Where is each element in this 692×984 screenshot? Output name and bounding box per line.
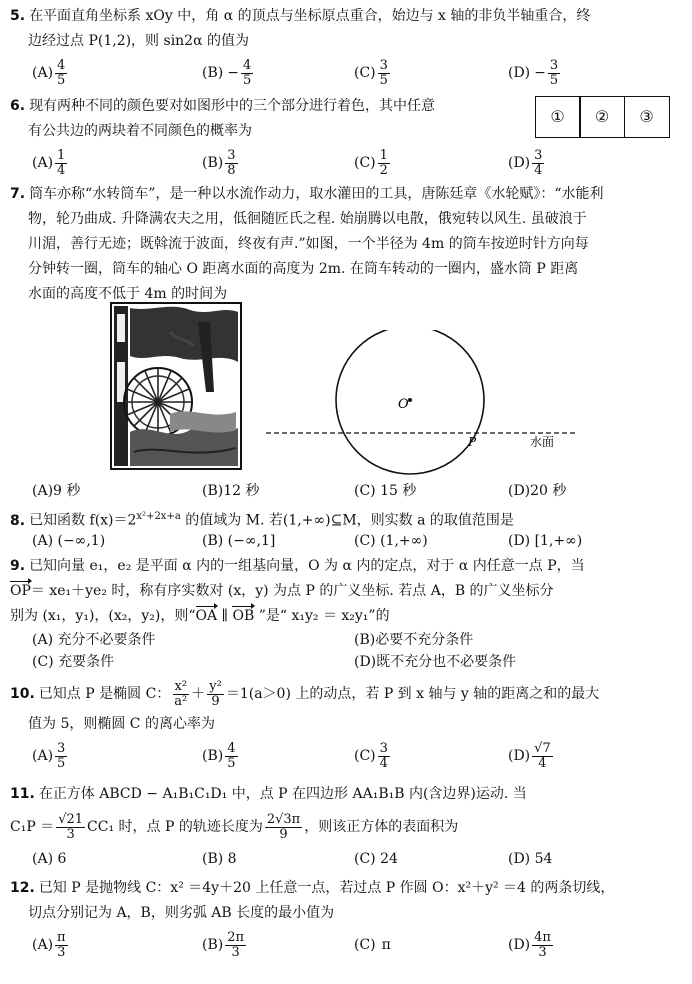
question-9: 9. 已知向量 e₁，e₂ 是平面 α 内的一组基向量，O 为 α 内的定点，对于 α 内任意一点 P，当 OP＝ xe₁＋ye₂ 时，称有序实数对 (x，y) 为点 P 的广义坐标. 若点 A，B 的广义坐标分 别为 (x₁，y₁)，(x₂，y₂)，则“OA ∥ OB ”是“ x₁y₂ ＝ x₂y₁”的 (A) 充分不必要条件 (B)必要不充分条件 (C) 充要条件 (D)既不充分也不必要条件 bbox=[10, 554, 686, 673]
question-stem: 已知点 P 是椭圆 C： bbox=[38, 686, 171, 702]
question-6 bbox=[10, 94, 686, 182]
option-c[interactable]: (C) $\frac{3}{5}$ bbox=[354, 57, 388, 88]
waterwheel-illustration bbox=[110, 302, 242, 470]
option-d[interactable]: (D) [1,+∞) bbox=[508, 533, 583, 549]
option-d[interactable]: (D) $\frac{3}{4}$ bbox=[508, 147, 543, 178]
question-stem: 分钟转一圈，筒车的轴心 O 距离水面的高度为 2m. 在筒车转动的一圈内，盛水筒 P 距离 bbox=[28, 261, 579, 277]
option-b[interactable]: (B) − $\frac{4}{5}$ bbox=[202, 57, 252, 88]
question-number: 6. bbox=[10, 98, 26, 114]
region-1: ① bbox=[535, 96, 581, 138]
option-d[interactable]: (D) $\frac{√7}{4}$ bbox=[508, 740, 551, 771]
question-stem: 切点分别记为 A，B，则劣弧 AB 长度的最小值为 bbox=[28, 905, 335, 921]
region-2: ② bbox=[579, 96, 625, 138]
fraction-y2-9: $\frac{\text{y²}}{9}$ bbox=[209, 678, 222, 709]
question-stem: 在正方体 ABCD − A₁B₁C₁D₁ 中，点 P 在四边形 AA₁B₁B 内(含边界)运动. 当 bbox=[38, 786, 527, 802]
question-number: 10. bbox=[10, 686, 35, 702]
question-7-options bbox=[10, 478, 686, 504]
options bbox=[10, 54, 686, 92]
option-c[interactable]: (C) 24 bbox=[354, 851, 398, 867]
options bbox=[10, 926, 686, 964]
waterwheel-diagram bbox=[262, 330, 582, 480]
question-stem: 的值域为 M. 若(1,+∞)⊆M，则实数 a 的取值范围是 bbox=[180, 512, 514, 529]
option-a[interactable]: (A)9 秒 bbox=[32, 483, 81, 499]
option-a[interactable]: (A) $\frac{\pi}{3}$ bbox=[32, 929, 66, 960]
option-c[interactable]: (C) π bbox=[354, 937, 391, 953]
option-a[interactable]: (A) (−∞,1) bbox=[32, 533, 106, 549]
question-10: 10. 已知点 P 是椭圆 C： $\frac{\text{x²}}{\text{a²}}$ ＋ $\frac{\text{y²}}{9}$ ＝1(a＞0) 上的动点，若 P 到 x 轴与 y 轴的距离之和的最大 值为 5，则椭圆 C 的离心率为 (A) $\frac{3}{5}$ (B) $\frac{4}{5}$ (C) $\frac{3}{4}$ (D) $\frac{√7}{4}$ bbox=[10, 676, 686, 775]
exponent: x²+2x+a bbox=[136, 511, 181, 522]
option-c[interactable]: (C) 15 秒 bbox=[354, 483, 417, 499]
option-b[interactable]: (B)12 秒 bbox=[202, 483, 260, 499]
fraction-2sqrt3pi-9: $\frac{2√3\pi}{9}$ bbox=[266, 811, 301, 842]
option-a[interactable]: (A) $\frac{1}{4}$ bbox=[32, 147, 66, 178]
question-7 bbox=[10, 182, 686, 307]
question-stem: 别为 (x₁，y₁)，(x₂，y₂)，则“ bbox=[10, 608, 196, 624]
option-d[interactable]: (D) $\frac{4\pi}{3}$ bbox=[508, 929, 551, 960]
option-d[interactable]: (D)既不充分也不必要条件 bbox=[354, 654, 517, 670]
question-stem: 水面的高度不低于 4m 的时间为 bbox=[28, 286, 228, 302]
question-stem: 现有两种不同的颜色要对如图形中的三个部分进行着色，其中任意 bbox=[29, 98, 436, 114]
options bbox=[10, 144, 686, 182]
question-stem: 在平面直角坐标系 xOy 中，角 α 的顶点与坐标原点重合，始边与 x 轴的非负半轴重合，终 bbox=[29, 8, 591, 24]
vector-op: OP bbox=[10, 579, 31, 604]
question-stem: ”是“ x₁y₂ ＝ x₂y₁”的 bbox=[254, 608, 390, 624]
option-b[interactable]: (B) $\frac{4}{5}$ bbox=[202, 740, 236, 771]
question-stem: 已知函数 f(x)＝2 bbox=[29, 512, 137, 529]
question-8 bbox=[10, 504, 686, 553]
question-number: 11. bbox=[10, 786, 35, 802]
option-d[interactable]: (D) 54 bbox=[508, 851, 553, 867]
region-3: ③ bbox=[624, 96, 670, 138]
option-a[interactable]: (A) $\frac{3}{5}$ bbox=[32, 740, 66, 771]
question-stem: C₁P ＝ bbox=[10, 819, 55, 835]
option-c[interactable]: (C) $\frac{1}{2}$ bbox=[354, 147, 388, 178]
option-b[interactable]: (B) $\frac{3}{8}$ bbox=[202, 147, 236, 178]
question-number: 9. bbox=[10, 558, 26, 574]
options bbox=[10, 737, 686, 775]
question-stem: 有公共边的两块着不同颜色的概率为 bbox=[28, 123, 252, 139]
question-number: 5. bbox=[10, 8, 26, 24]
question-stem: 边经过点 P(1,2)，则 sin2α 的值为 bbox=[28, 33, 249, 49]
question-stem: ＝ xe₁＋ye₂ 时，称有序实数对 (x，y) 为点 P 的广义坐标. 若点 A，B 的广义坐标分 bbox=[30, 583, 554, 599]
question-stem: 已知 P 是抛物线 C：x² ＝4y＋20 上任意一点，若过点 P 作圆 O：x²＋y² ＝4 的两条切线， bbox=[38, 880, 615, 896]
question-stem: 值为 5，则椭圆 C 的离心率为 bbox=[28, 716, 215, 732]
fraction-sqrt21-3: $\frac{√21}{3}$ bbox=[58, 811, 84, 842]
question-number: 12. bbox=[10, 880, 35, 896]
question-stem: ＝1(a＞0) 上的动点，若 P 到 x 轴与 y 轴的距离之和的最大 bbox=[225, 686, 600, 702]
option-d[interactable]: (D)20 秒 bbox=[508, 483, 567, 499]
option-c[interactable]: (C) (1,+∞) bbox=[354, 533, 428, 549]
question-stem: 川湄，善行无迹；既斡流于波面，终夜有声.”如图，一个半径为 4m 的筒车按逆时针方向每 bbox=[28, 236, 589, 252]
question-12 bbox=[10, 876, 686, 964]
vector-ob: OB bbox=[232, 604, 254, 629]
option-d[interactable]: (D) − $\frac{3}{5}$ bbox=[508, 57, 559, 88]
option-b[interactable]: (B) (−∞,1] bbox=[202, 533, 276, 549]
option-a[interactable]: (A) 充分不必要条件 bbox=[32, 632, 156, 648]
label-O: O bbox=[398, 397, 409, 412]
question-stem: 物，轮乃曲成. 升降满农夫之用，低徊随匠氏之程. 始崩腾以电散，俄宛转以风生. 虽破浪于 bbox=[28, 211, 587, 227]
question-stem: 已知向量 e₁，e₂ 是平面 α 内的一组基向量，O 为 α 内的定点，对于 α 内任意一点 P，当 bbox=[29, 558, 585, 574]
question-5 bbox=[10, 4, 686, 92]
option-b[interactable]: (B) 8 bbox=[202, 851, 237, 867]
option-a[interactable]: (A) 6 bbox=[32, 851, 67, 867]
question-stem: ，则该正方体的表面积为 bbox=[304, 819, 459, 835]
question-number: 7. bbox=[10, 186, 26, 202]
option-b[interactable]: (B)必要不充分条件 bbox=[354, 632, 474, 648]
question-number: 8. bbox=[10, 512, 26, 529]
label-P: P bbox=[468, 435, 477, 449]
question-stem: 筒车亦称“水转筒车”，是一种以水流作动力，取水灌田的工具，唐陈廷章《水轮赋》：“水能利 bbox=[29, 186, 604, 202]
coloring-boxes bbox=[536, 96, 670, 138]
option-c[interactable]: (C) $\frac{3}{4}$ bbox=[354, 740, 388, 771]
question-stem: CC₁ 时，点 P 的轨迹长度为 bbox=[87, 819, 263, 835]
fraction-x2-a2: $\frac{\text{x²}}{\text{a²}}$ bbox=[174, 678, 188, 709]
option-c[interactable]: (C) 充要条件 bbox=[32, 654, 115, 670]
option-a[interactable]: (A) $\frac{4}{5}$ bbox=[32, 57, 66, 88]
option-b[interactable]: (B) $\frac{2\pi}{3}$ bbox=[202, 929, 245, 960]
vector-oa: OA bbox=[196, 604, 218, 629]
question-11 bbox=[10, 782, 686, 871]
label-water-surface: 水面 bbox=[530, 435, 555, 449]
